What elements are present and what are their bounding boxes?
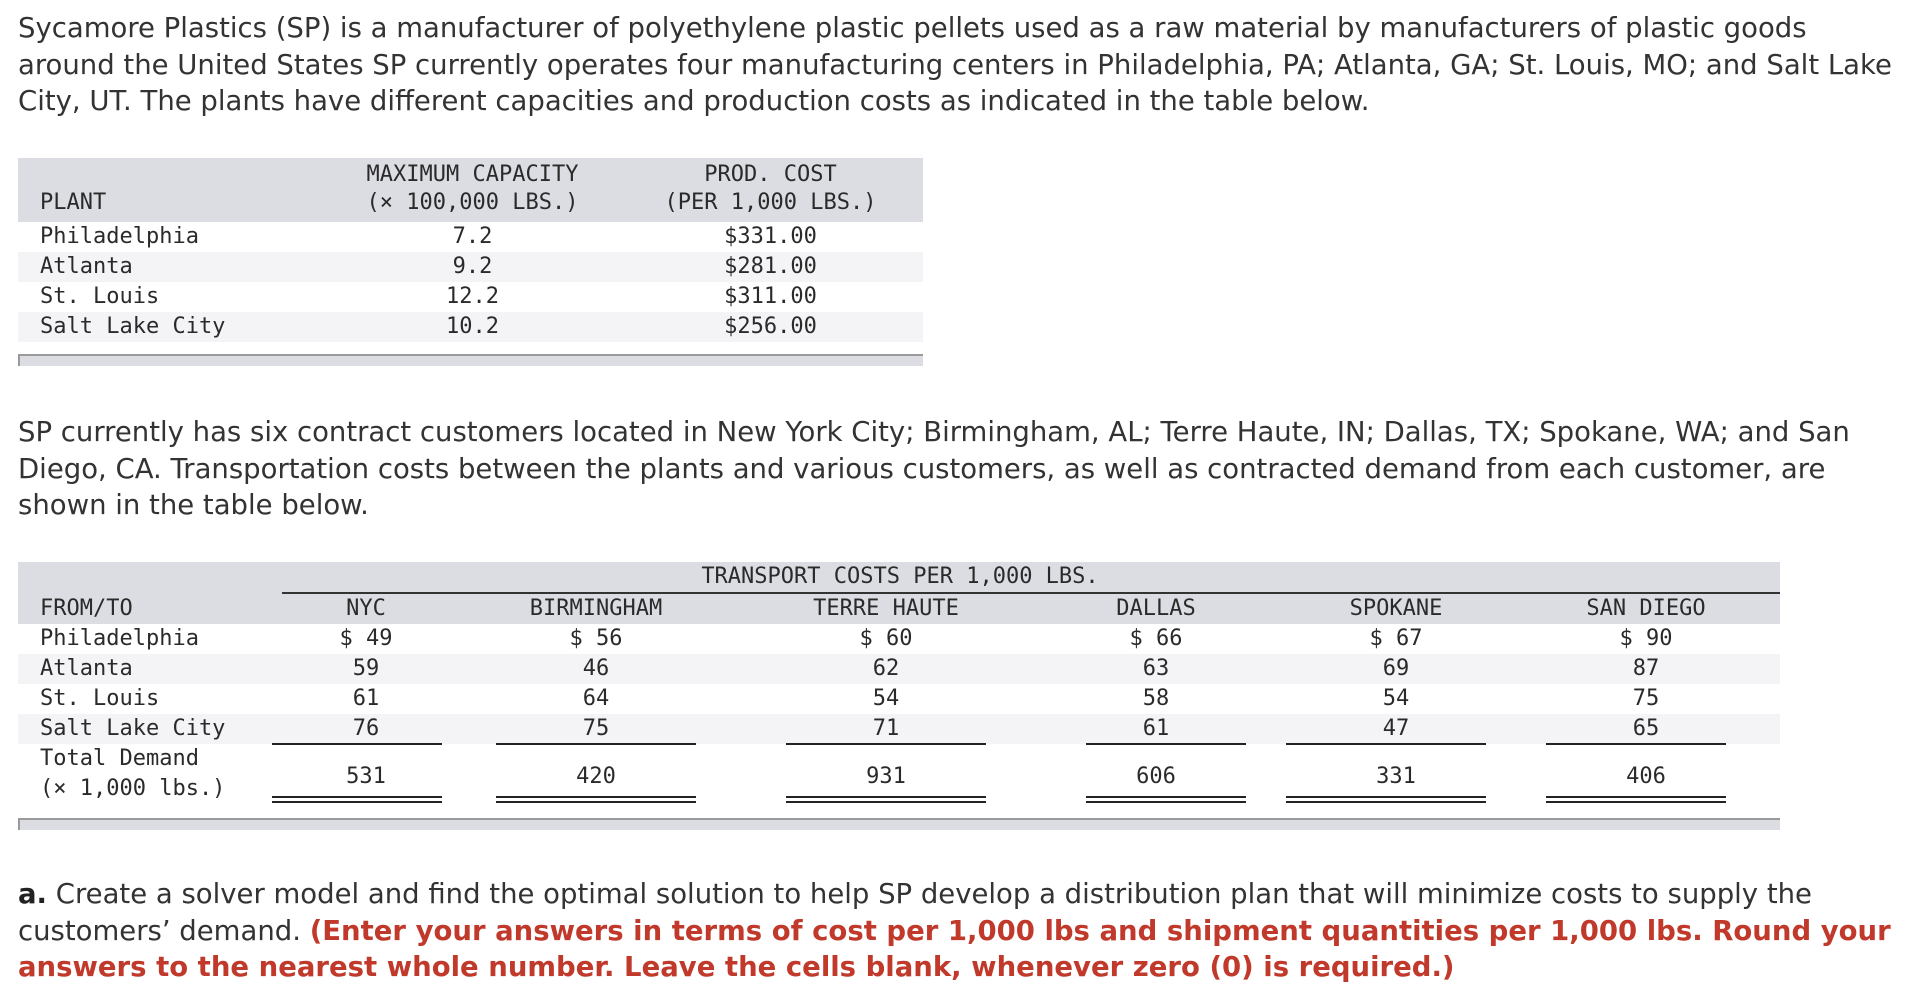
plant-table-header — [18, 158, 923, 222]
cost-cell: 54 — [1382, 686, 1410, 711]
demand-cell: 606 — [1136, 764, 1176, 789]
demand-cell: 406 — [1626, 764, 1666, 789]
transport-column-header-row — [18, 592, 1780, 624]
transport-row — [18, 714, 1780, 744]
plant-capacity: 12.2 — [446, 284, 499, 309]
transport-cost-table — [18, 562, 1780, 830]
double-underline — [1546, 796, 1726, 803]
cost-cell: $ 56 — [569, 626, 623, 651]
plant-row — [18, 312, 923, 342]
cost-cell: $ 49 — [339, 626, 393, 651]
cost-cell: 75 — [582, 716, 610, 741]
col-header-san-diego: SAN DIEGO — [1586, 596, 1706, 621]
transport-plant-name: Philadelphia — [40, 626, 199, 651]
cost-cell: 61 — [352, 686, 380, 711]
transport-plant-name: Salt Lake City — [40, 716, 226, 741]
demand-label-line1: Total Demand — [40, 746, 199, 771]
cost-cell: 47 — [1382, 716, 1410, 741]
cost-cell: 63 — [1142, 656, 1170, 681]
demand-row — [18, 744, 1780, 806]
double-underline — [496, 796, 696, 803]
transport-table-footer-bar — [18, 818, 1780, 830]
demand-label-line2: (× 1,000 lbs.) — [40, 776, 226, 801]
cost-cell: 75 — [1632, 686, 1660, 711]
cost-cell: 46 — [582, 656, 610, 681]
cost-cell: 54 — [872, 686, 900, 711]
header-plant: PLANT — [40, 190, 107, 215]
demand-cell: 931 — [866, 764, 906, 789]
header-capacity-line2: (× 100,000 LBS.) — [366, 190, 579, 215]
cost-cell: 65 — [1632, 716, 1660, 741]
transport-row — [18, 684, 1780, 714]
plant-cost: $311.00 — [724, 284, 817, 309]
cost-cell: 71 — [872, 716, 900, 741]
transport-plant-name: Atlanta — [40, 656, 133, 681]
transport-row — [18, 624, 1780, 654]
transport-row — [18, 654, 1780, 684]
header-from-to: FROM/TO — [40, 596, 133, 621]
cost-cell: 59 — [352, 656, 380, 681]
plant-capacity: 10.2 — [446, 314, 499, 339]
double-underline — [272, 796, 442, 803]
plant-cost: $256.00 — [724, 314, 817, 339]
cost-cell: $ 90 — [1619, 626, 1673, 651]
demand-cell: 331 — [1376, 764, 1416, 789]
double-underline — [786, 796, 986, 803]
header-capacity-line1: MAXIMUM CAPACITY — [366, 162, 579, 187]
plant-row — [18, 282, 923, 312]
plant-row — [18, 222, 923, 252]
question-paragraph — [18, 876, 1898, 986]
plant-name: Salt Lake City — [40, 314, 226, 339]
transport-title-row — [18, 562, 1780, 592]
double-underline — [1286, 796, 1486, 803]
cost-cell: 62 — [872, 656, 900, 681]
cost-cell: 61 — [1142, 716, 1170, 741]
question-text: Create a solver model and find the optimal solution to help SP develop a distribution plan that will minimize costs to supply the customers’ demand. — [18, 878, 1812, 947]
plant-cost: $331.00 — [724, 224, 817, 249]
question-instruction: (Enter your answers in terms of cost per 1,000 lbs and shipment quantities per 1,000 lbs. Round your answers to the nearest whole number. Leave the cells blank, whenever zero (0) is required.) — [18, 914, 1891, 983]
cost-cell: 69 — [1382, 656, 1410, 681]
cost-cell: 87 — [1632, 656, 1660, 681]
cost-cell: 58 — [1142, 686, 1170, 711]
plant-table-footer-bar — [18, 354, 923, 366]
cost-cell: $ 66 — [1129, 626, 1183, 651]
cost-cell: 76 — [352, 716, 380, 741]
demand-cell: 420 — [576, 764, 616, 789]
col-header-spokane: SPOKANE — [1349, 596, 1443, 621]
transport-plant-name: St. Louis — [40, 686, 160, 711]
plant-row — [18, 252, 923, 282]
plant-capacity: 7.2 — [452, 224, 493, 249]
plant-capacity-table — [18, 158, 923, 366]
question-label: a. — [18, 878, 48, 910]
plant-name: Philadelphia — [40, 224, 199, 249]
plant-name: Atlanta — [40, 254, 133, 279]
header-cost-line1: PROD. COST — [704, 162, 837, 187]
double-underline — [1086, 796, 1246, 803]
transport-title: TRANSPORT COSTS PER 1,000 LBS. — [701, 564, 1099, 589]
col-header-nyc: NYC — [346, 596, 386, 621]
col-header-terre-haute: TERRE HAUTE — [813, 596, 959, 621]
intro-paragraph: Sycamore Plastics (SP) is a manufacturer of polyethylene plastic pellets used as a raw material by manufacturers of plastic goods around the United States SP currently operates four manufacturing centers in Philadelphia, PA; Atlanta, GA; St. Louis, MO; and Salt Lake City, UT. The plants have different capacities and production costs as indicated in the table below. — [18, 12, 1892, 117]
col-header-birmingham: BIRMINGHAM — [529, 596, 663, 621]
cost-cell: $ 60 — [859, 626, 913, 651]
plant-name: St. Louis — [40, 284, 160, 309]
plant-cost: $281.00 — [724, 254, 817, 279]
demand-cell: 531 — [346, 764, 386, 789]
customers-paragraph: SP currently has six contract customers located in New York City; Birmingham, AL; Terre Haute, IN; Dallas, TX; Spokane, WA; and San Diego, CA. Transportation costs between the plants and various customers, as well as contracted demand from each customer, are shown in the table below. — [18, 416, 1850, 521]
header-cost-line2: (PER 1,000 LBS.) — [664, 190, 877, 215]
cost-cell: $ 67 — [1369, 626, 1423, 651]
plant-capacity: 9.2 — [452, 254, 493, 279]
cost-cell: 64 — [582, 686, 610, 711]
col-header-dallas: DALLAS — [1116, 596, 1196, 621]
